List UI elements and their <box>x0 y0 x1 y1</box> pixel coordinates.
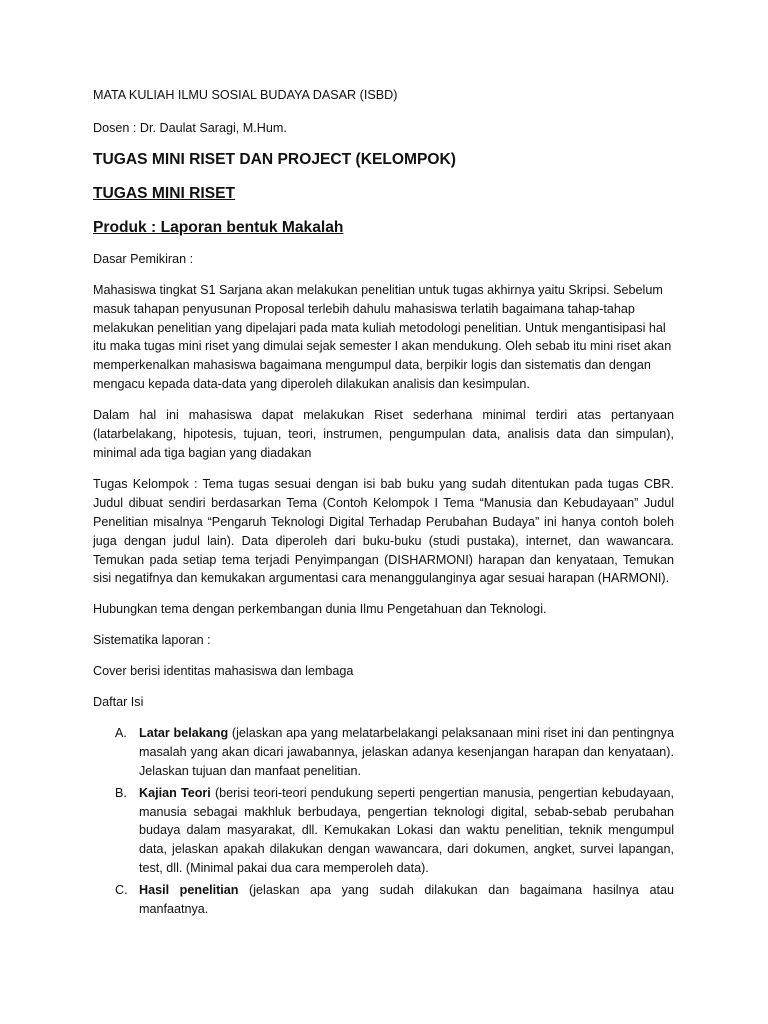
paragraph-background: Mahasiswa tingkat S1 Sarjana akan melakukan penelitian untuk tugas akhirnya yaitu Skripsi. Sebelum masuk tahapan penyusunan Proposal terlebih dahulu mahasiswa terlatih bagaimana tahap-tahap melakukan penelitian yang dipelajari pada mata kuliah metodologi penelitian. Untuk mengantisipasi hal itu maka tugas mini riset yang dimulai sejak semester I akan mendukung. Oleh sebab itu mini riset akan memperkenalkan mahasiswa bagaimana mengumpul data, berpikir logis dan sistematis dan dengan mengacu kepada data-data yang diperoleh dilakukan analisis dan kesimpulan. <box>93 282 672 392</box>
list-item <box>93 724 674 781</box>
paragraph-relate-theme: Hubungkan tema dengan perkembangan dunia Ilmu Pengetahuan dan Teknologi. <box>93 602 547 617</box>
daftar-isi-label: Daftar Isi <box>93 695 144 710</box>
list-item-term: Latar belakang <box>139 725 229 740</box>
list-item <box>93 784 674 879</box>
list-item-text: (jelaskan apa yang melatarbelakangi pelaksanaan mini riset ini dan pentingnya masalah yang akan dicari jawabannya, jelaskan adanya kesenjangan harapan dan kenyataan). Jelaskan tujuan dan manfaat penelitian. <box>139 725 674 778</box>
course-title: MATA KULIAH ILMU SOSIAL BUDAYA DASAR (ISBD) <box>93 88 398 102</box>
list-item-term: Hasil penelitian <box>139 883 239 898</box>
product-heading: Produk : Laporan bentuk Makalah <box>93 218 344 236</box>
list-marker: A. <box>115 725 127 740</box>
lecturer-line: Dosen : Dr. Daulat Saragi, M.Hum. <box>93 120 287 135</box>
list-item-text: (jelaskan apa yang sudah dilakukan dan bagaimana hasilnya atau manfaatnya. <box>139 883 674 917</box>
cover-line: Cover berisi identitas mahasiswa dan lembaga <box>93 664 354 679</box>
dasar-pemikiran-label: Dasar Pemikiran : <box>93 251 194 266</box>
assignment-subtitle: TUGAS MINI RISET <box>93 184 236 202</box>
list-item-term: Kajian Teori <box>139 785 211 800</box>
sistematika-label: Sistematika laporan : <box>93 633 211 648</box>
list-marker: C. <box>115 883 128 898</box>
list-item-text: (berisi teori-teori pendukung seperti pengertian manusia, pengertian kebudayaan, manusia sebagai makhluk berbudaya, pengertian teknologi digital, sebab-sebab perubahan budaya dalam masyarakat, dll. Kemukakan Lokasi dan waktu penelitian, teknik mengumpul data, jelaskan apakah dilakukan dengan wawancara, dari dokumen, angket, survei lapangan, test, dll. (Minimal pakai dua cara memperoleh data). <box>139 785 674 876</box>
report-outline-list <box>93 724 674 919</box>
assignment-title: TUGAS MINI RISET DAN PROJECT (KELOMPOK) <box>93 150 456 168</box>
list-marker: B. <box>115 785 127 800</box>
list-item <box>93 881 674 919</box>
paragraph-research-scope: Dalam hal ini mahasiswa dapat melakukan Riset sederhana minimal terdiri atas pertanyaan (latarbelakang, hipotesis, tujuan, teori, instrumen, pengumpulan data, analisis data dan simpulan), minimal ada tiga bagian yang diadakan <box>93 408 674 460</box>
paragraph-group-task: Tugas Kelompok : Tema tugas sesuai dengan isi bab buku yang sudah ditentukan pada tugas CBR. Judul dibuat sendiri berdasarkan Tema (Contoh Kelompok I Tema “Manusia dan Kebudayaan” Judul Penelitian misalnya “Pengaruh Teknologi Digital Terhadap Perubahan Budaya” ini hanya contoh boleh juga dengan judul lain). Data diperoleh dari buku-buku (studi pustaka), internet, dan wawancara. Temukan pada setiap tema terjadi Penyimpangan (DISHARMONI) harapan dan kenyataan, Temukan sisi negatifnya dan kemukakan argumentasi cara menanggulanginya agar sesuai harapan (HARMONI). <box>93 476 674 586</box>
